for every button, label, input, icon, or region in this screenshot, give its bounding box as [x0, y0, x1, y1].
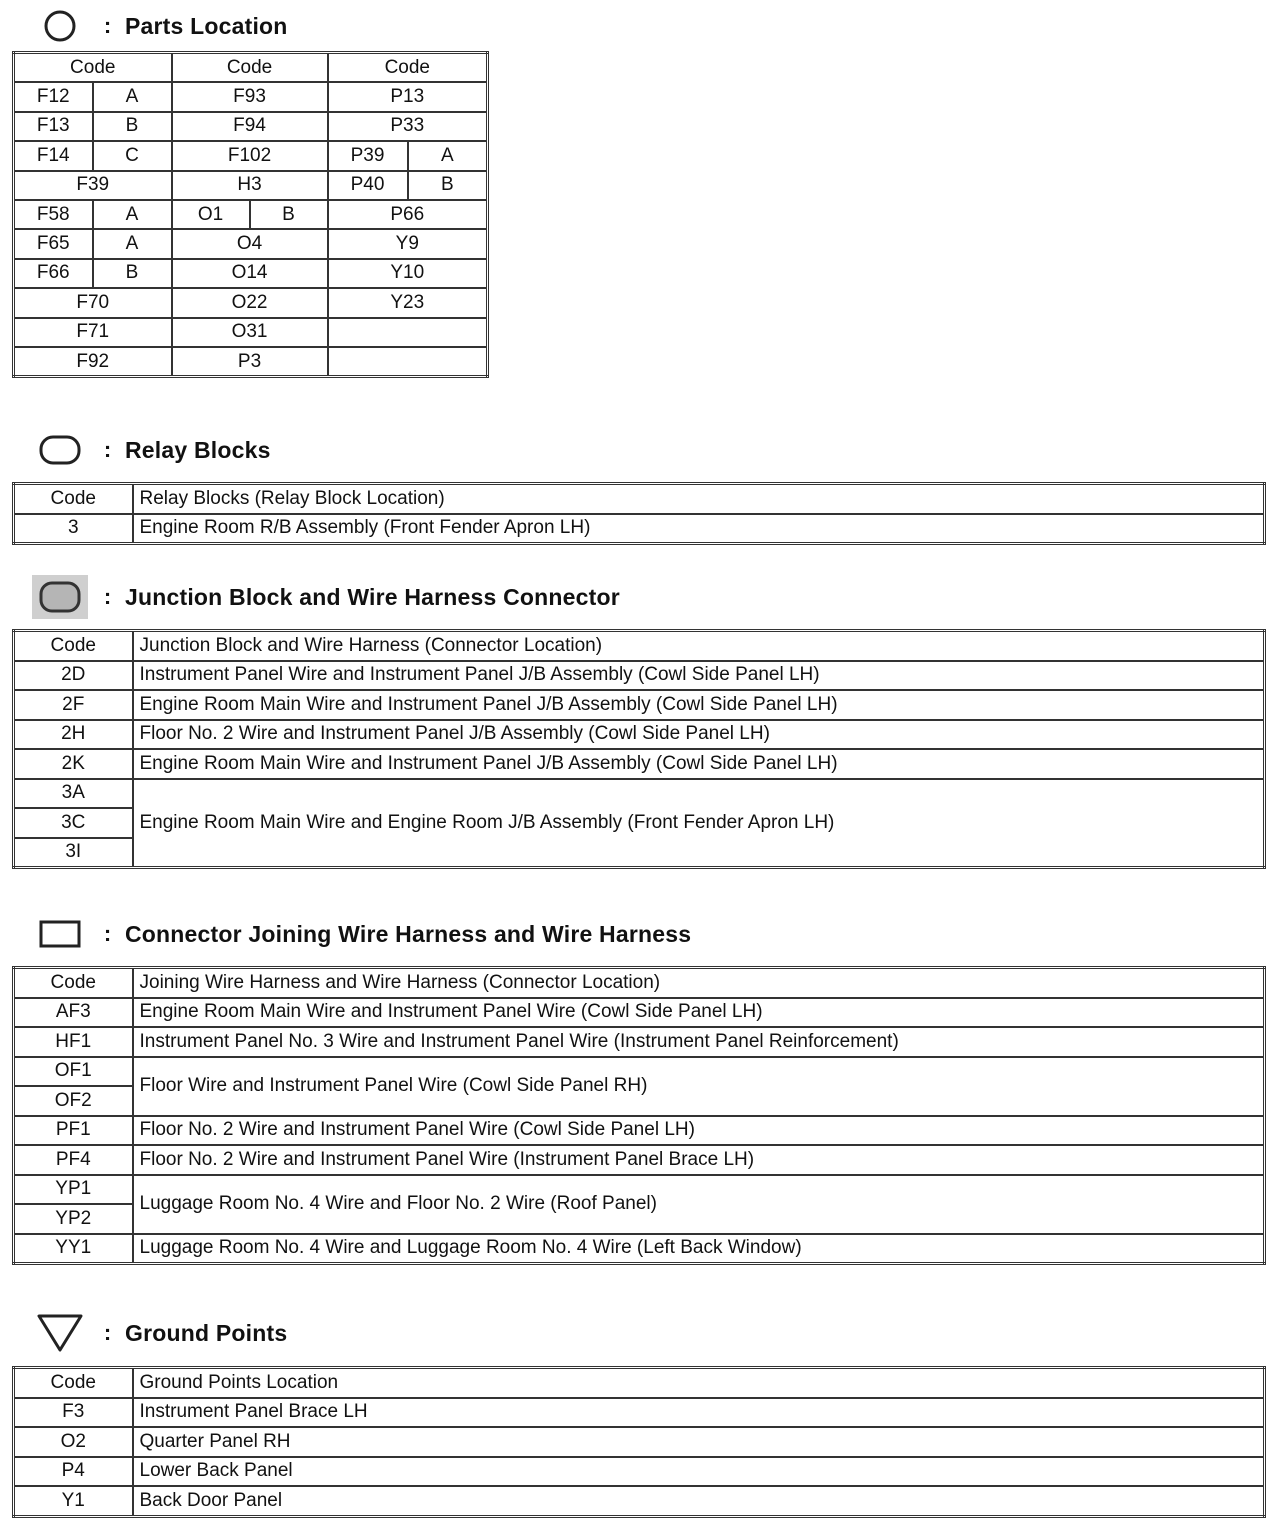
- part-sub: A: [93, 229, 172, 258]
- row-description: Floor No. 2 Wire and Instrument Panel J/B Assembly (Cowl Side Panel LH): [133, 720, 1265, 750]
- table-row: [14, 112, 488, 141]
- row-code: 3: [14, 514, 133, 544]
- part-code: Y10: [328, 259, 488, 288]
- table-row: [14, 1145, 1265, 1175]
- row-code: 2K: [14, 749, 133, 779]
- part-code: O1: [172, 200, 250, 229]
- table-row: [14, 1175, 1265, 1205]
- row-code: Y1: [14, 1486, 133, 1516]
- part-sub: B: [93, 112, 172, 141]
- connector-joining-heading: [30, 914, 691, 954]
- table-header-row: [14, 484, 1265, 514]
- table-row: [14, 1027, 1265, 1057]
- row-description: Instrument Panel Wire and Instrument Panel J/B Assembly (Cowl Side Panel LH): [133, 661, 1265, 691]
- part-code: Y9: [328, 229, 488, 258]
- relay-blocks-table: [12, 482, 1266, 545]
- part-code: P33: [328, 112, 488, 141]
- row-code: O2: [14, 1427, 133, 1457]
- part-code: O14: [172, 259, 328, 288]
- row-code: 3I: [14, 838, 133, 868]
- triangle-down-icon: [30, 1313, 90, 1353]
- table-row: [14, 1457, 1265, 1487]
- part-sub: A: [93, 200, 172, 229]
- part-code: P39: [328, 141, 408, 170]
- part-code: F93: [172, 82, 328, 111]
- part-code: O4: [172, 229, 328, 258]
- column-header: Ground Points Location: [133, 1368, 1265, 1398]
- rectangle-icon: [30, 914, 90, 954]
- heading-colon: :: [103, 584, 112, 609]
- table-row: [14, 720, 1265, 750]
- table-header-row: [14, 53, 488, 83]
- part-code: F13: [14, 112, 93, 141]
- row-description: Engine Room Main Wire and Instrument Panel J/B Assembly (Cowl Side Panel LH): [133, 749, 1265, 779]
- part-code: F65: [14, 229, 93, 258]
- part-code: F70: [14, 288, 172, 317]
- table-row: [14, 141, 488, 170]
- table-row: [14, 200, 488, 229]
- column-header: Joining Wire Harness and Wire Harness (Connector Location): [133, 968, 1265, 998]
- part-sub: C: [93, 141, 172, 170]
- table-row: [14, 229, 488, 258]
- row-description: Floor Wire and Instrument Panel Wire (Cowl Side Panel RH): [133, 1057, 1265, 1116]
- parts-location-heading: [30, 6, 288, 46]
- row-description: Luggage Room No. 4 Wire and Luggage Room No. 4 Wire (Left Back Window): [133, 1234, 1265, 1264]
- row-description: Back Door Panel: [133, 1486, 1265, 1516]
- heading-colon: :: [103, 1320, 112, 1345]
- column-header: Code: [14, 53, 172, 83]
- column-header: Code: [14, 968, 133, 998]
- row-description: Instrument Panel Brace LH: [133, 1398, 1265, 1428]
- part-sub: B: [408, 171, 488, 200]
- section-title: Ground Points: [125, 1319, 288, 1346]
- part-code: P66: [328, 200, 488, 229]
- table-row: [14, 259, 488, 288]
- table-header-row: [14, 968, 1265, 998]
- section-title: Junction Block and Wire Harness Connector: [125, 583, 620, 610]
- row-code: 2D: [14, 661, 133, 691]
- heading-colon: :: [103, 921, 112, 946]
- column-header: Code: [14, 1368, 133, 1398]
- table-row: [14, 347, 488, 377]
- part-code: O31: [172, 318, 328, 347]
- row-code: YP1: [14, 1175, 133, 1205]
- table-header-row: [14, 1368, 1265, 1398]
- relay-blocks-heading: [30, 430, 271, 470]
- table-row: [14, 749, 1265, 779]
- table-row: [14, 82, 488, 111]
- row-code: OF1: [14, 1057, 133, 1087]
- part-code: F39: [14, 171, 172, 200]
- table-row: [14, 1057, 1265, 1087]
- row-description: Lower Back Panel: [133, 1457, 1265, 1487]
- table-header-row: [14, 631, 1265, 661]
- ground-points-heading: [30, 1313, 287, 1353]
- table-row: [14, 1486, 1265, 1516]
- row-description: Quarter Panel RH: [133, 1427, 1265, 1457]
- part-code: F66: [14, 259, 93, 288]
- shaded-rounded-rect-icon: [30, 577, 90, 617]
- table-row: [14, 779, 1265, 809]
- section-title: Parts Location: [125, 12, 288, 39]
- row-code: OF2: [14, 1086, 133, 1116]
- section-title: Connector Joining Wire Harness and Wire Harness: [125, 920, 692, 947]
- part-code: Y23: [328, 288, 488, 317]
- part-code: P3: [172, 347, 328, 377]
- part-code: H3: [172, 171, 328, 200]
- column-header: Code: [14, 484, 133, 514]
- column-header: Relay Blocks (Relay Block Location): [133, 484, 1265, 514]
- table-row: [14, 1427, 1265, 1457]
- row-description: Luggage Room No. 4 Wire and Floor No. 2 Wire (Roof Panel): [133, 1175, 1265, 1234]
- table-row: [14, 318, 488, 347]
- table-row: [14, 1116, 1265, 1146]
- row-description: Floor No. 2 Wire and Instrument Panel Wire (Instrument Panel Brace LH): [133, 1145, 1265, 1175]
- row-description: Engine Room Main Wire and Instrument Panel Wire (Cowl Side Panel LH): [133, 998, 1265, 1028]
- rounded-rect-icon: [30, 430, 90, 470]
- junction-block-table: [12, 629, 1266, 869]
- part-code: F71: [14, 318, 172, 347]
- heading-colon: :: [103, 437, 112, 462]
- part-code: O22: [172, 288, 328, 317]
- column-header: Code: [172, 53, 328, 83]
- row-code: YY1: [14, 1234, 133, 1264]
- row-description: Engine Room R/B Assembly (Front Fender Apron LH): [133, 514, 1265, 544]
- part-code: F12: [14, 82, 93, 111]
- part-code: F92: [14, 347, 172, 377]
- parts-location-table: [12, 51, 489, 378]
- table-row: [14, 1398, 1265, 1428]
- section-title: Relay Blocks: [125, 436, 271, 463]
- circle-icon: [30, 6, 90, 46]
- row-code: YP2: [14, 1204, 133, 1234]
- ground-points-table: [12, 1366, 1266, 1518]
- part-code: F94: [172, 112, 328, 141]
- table-row: [14, 1234, 1265, 1264]
- table-row: [14, 690, 1265, 720]
- empty-cell: [328, 347, 488, 377]
- part-sub: A: [93, 82, 172, 111]
- column-header: Junction Block and Wire Harness (Connector Location): [133, 631, 1265, 661]
- row-code: 2F: [14, 690, 133, 720]
- part-sub: B: [250, 200, 328, 229]
- table-row: [14, 171, 488, 200]
- table-row: [14, 288, 488, 317]
- row-description: Engine Room Main Wire and Engine Room J/B Assembly (Front Fender Apron LH): [133, 779, 1265, 868]
- row-code: PF4: [14, 1145, 133, 1175]
- column-header: Code: [14, 631, 133, 661]
- row-code: AF3: [14, 998, 133, 1028]
- part-code: P13: [328, 82, 488, 111]
- empty-cell: [328, 318, 488, 347]
- row-code: 2H: [14, 720, 133, 750]
- row-description: Engine Room Main Wire and Instrument Panel J/B Assembly (Cowl Side Panel LH): [133, 690, 1265, 720]
- part-sub: A: [408, 141, 488, 170]
- part-code: F102: [172, 141, 328, 170]
- table-row: [14, 661, 1265, 691]
- junction-block-heading: [30, 577, 620, 617]
- row-code: P4: [14, 1457, 133, 1487]
- row-code: F3: [14, 1398, 133, 1428]
- part-code: P40: [328, 171, 408, 200]
- row-description: Instrument Panel No. 3 Wire and Instrument Panel Wire (Instrument Panel Reinforcement): [133, 1027, 1265, 1057]
- connector-joining-table: [12, 966, 1266, 1265]
- row-code: 3C: [14, 808, 133, 838]
- row-code: HF1: [14, 1027, 133, 1057]
- row-description: Floor No. 2 Wire and Instrument Panel Wire (Cowl Side Panel LH): [133, 1116, 1265, 1146]
- part-sub: B: [93, 259, 172, 288]
- heading-colon: :: [103, 13, 112, 38]
- row-code: 3A: [14, 779, 133, 809]
- part-code: F14: [14, 141, 93, 170]
- table-row: [14, 514, 1265, 544]
- row-code: PF1: [14, 1116, 133, 1146]
- part-code: F58: [14, 200, 93, 229]
- column-header: Code: [328, 53, 488, 83]
- table-row: [14, 998, 1265, 1028]
